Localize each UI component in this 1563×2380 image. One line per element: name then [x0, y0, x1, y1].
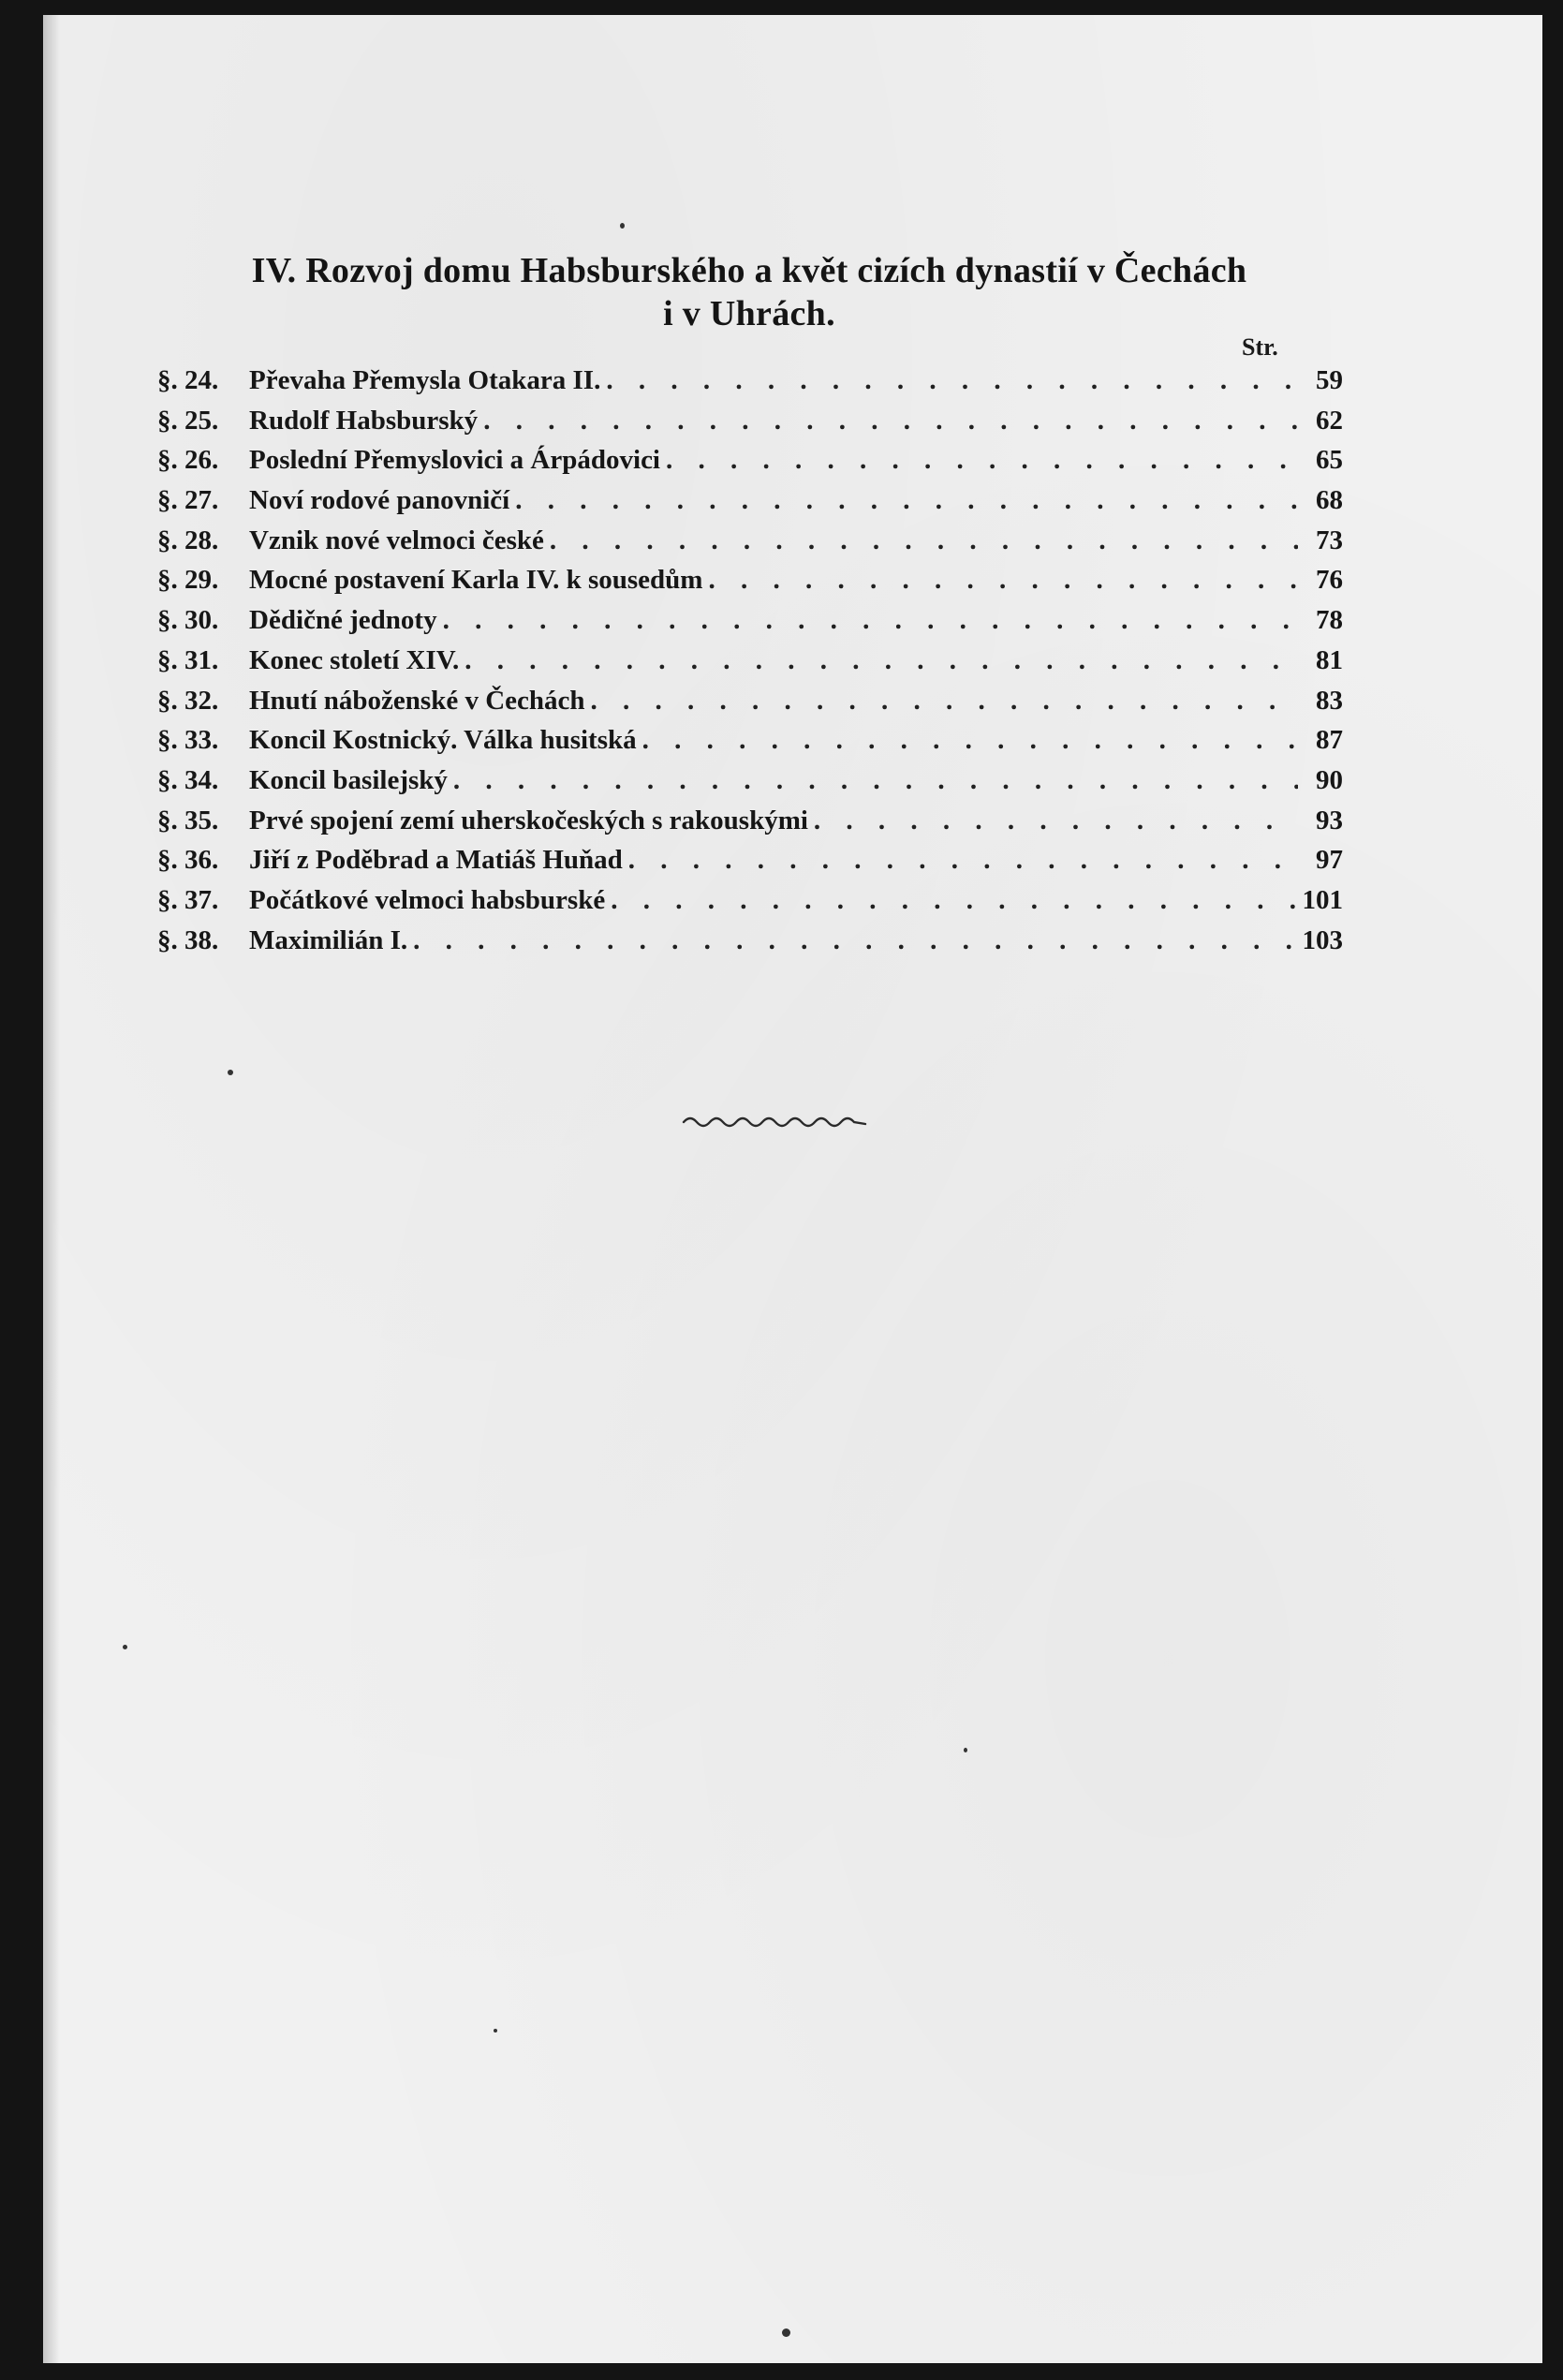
- toc-entry-number: §. 30.: [157, 605, 219, 636]
- page-gutter-shadow: [43, 15, 60, 2363]
- toc-entry-page: 103: [1302, 924, 1343, 955]
- toc-entry-number: §. 29.: [157, 565, 219, 596]
- toc-entry: [157, 845, 1343, 885]
- toc-entry-title: Poslední Přemyslovici a Árpádovici: [249, 445, 660, 476]
- toc-entry: [157, 645, 1343, 686]
- dot-leader: [550, 525, 1298, 556]
- toc-entry-number: §. 38.: [157, 924, 219, 955]
- dot-leader: [413, 925, 1298, 956]
- dot-leader: [606, 365, 1298, 396]
- toc-entry-page: 87: [1316, 725, 1343, 756]
- toc-entry: [157, 765, 1343, 806]
- toc-entry-page: 76: [1316, 565, 1343, 596]
- toc-entry-number: §. 31.: [157, 644, 219, 675]
- toc-entry: [157, 406, 1343, 446]
- toc-entry: [157, 525, 1343, 566]
- scan-speck: [494, 2029, 497, 2033]
- toc-entry: [157, 725, 1343, 765]
- dot-leader: [453, 765, 1298, 796]
- toc-entry-title: Koncil Kostnický. Válka husitská: [249, 725, 637, 756]
- toc-entry-page: 97: [1316, 845, 1343, 876]
- toc-entry-page: 93: [1316, 805, 1343, 835]
- scan-speck: [782, 2328, 790, 2337]
- toc-entry-title: Mocné postavení Karla IV. k sousedům: [249, 565, 703, 596]
- toc-entry-page: 101: [1302, 884, 1343, 915]
- toc-entry-number: §. 32.: [157, 685, 219, 716]
- dot-leader: [814, 806, 1298, 836]
- toc-entry-number: §. 28.: [157, 525, 219, 555]
- toc-entry-title: Konec století XIV.: [249, 644, 460, 675]
- toc-entry: [157, 686, 1343, 726]
- toc-entry-title: Počátkové velmoci habsburské: [249, 884, 606, 915]
- section-heading-line-1: IV. Rozvoj domu Habsburského a květ cizích dynastií v Čechách: [251, 251, 1247, 290]
- section-heading: [159, 249, 1339, 335]
- dot-leader: [642, 725, 1298, 756]
- toc-entry-page: 78: [1316, 605, 1343, 636]
- wavy-line-ornament-icon: [682, 1111, 869, 1130]
- toc-entry-title: Převaha Přemysla Otakara II.: [249, 365, 601, 395]
- toc-entry: [157, 885, 1343, 925]
- toc-entry-number: §. 27.: [157, 485, 219, 516]
- toc-entry-title: Hnutí náboženské v Čechách: [249, 685, 585, 716]
- dot-leader: [708, 565, 1298, 596]
- toc-entry-title: Dědičné jednoty: [249, 605, 437, 636]
- toc-entry-number: §. 35.: [157, 805, 219, 835]
- scan-speck: [964, 1748, 967, 1752]
- toc-entry-page: 59: [1316, 365, 1343, 395]
- scan-speck: [228, 1070, 233, 1075]
- toc-entry-number: §. 26.: [157, 445, 219, 476]
- toc-entry: [157, 565, 1343, 605]
- dot-leader: [611, 885, 1298, 916]
- table-of-contents: [157, 365, 1343, 965]
- toc-entry-page: 73: [1316, 525, 1343, 555]
- toc-entry-title: Maximilián I.: [249, 924, 408, 955]
- toc-entry-number: §. 33.: [157, 725, 219, 756]
- dot-leader: [443, 605, 1298, 636]
- toc-entry-title: Rudolf Habsburský: [249, 405, 479, 436]
- toc-entry-page: 65: [1316, 445, 1343, 476]
- dot-leader: [515, 485, 1298, 516]
- toc-entry: [157, 365, 1343, 406]
- dot-leader: [628, 845, 1298, 876]
- toc-entry: [157, 445, 1343, 485]
- page-column-label: Str.: [1242, 333, 1278, 361]
- dot-leader: [591, 686, 1298, 717]
- toc-entry-title: Vznik nové velmoci české: [249, 525, 544, 555]
- toc-entry-number: §. 25.: [157, 405, 219, 436]
- toc-entry-title: Prvé spojení zemí uherskočeských s rakouskými: [249, 805, 808, 835]
- dot-leader: [483, 406, 1298, 436]
- toc-entry-page: 83: [1316, 685, 1343, 716]
- toc-entry: [157, 605, 1343, 645]
- scan-speck: [620, 223, 625, 229]
- toc-entry: [157, 925, 1343, 966]
- toc-entry-page: 90: [1316, 764, 1343, 795]
- dot-leader: [464, 645, 1298, 676]
- toc-entry-title: Jiří z Poděbrad a Matiáš Huňad: [249, 845, 623, 876]
- toc-entry-title: Koncil basilejský: [249, 764, 448, 795]
- toc-entry-number: §. 37.: [157, 884, 219, 915]
- toc-entry-title: Noví rodové panovničí: [249, 485, 510, 516]
- toc-entry-page: 68: [1316, 485, 1343, 516]
- toc-entry-page: 81: [1316, 644, 1343, 675]
- toc-entry-number: §. 36.: [157, 845, 219, 876]
- toc-entry: [157, 485, 1343, 525]
- toc-entry-number: §. 34.: [157, 764, 219, 795]
- section-heading-line-2: i v Uhrách.: [663, 294, 835, 333]
- dot-leader: [666, 445, 1298, 476]
- toc-entry-number: §. 24.: [157, 365, 219, 395]
- toc-entry: [157, 806, 1343, 846]
- toc-entry-page: 62: [1316, 405, 1343, 436]
- scan-speck: [123, 1645, 127, 1649]
